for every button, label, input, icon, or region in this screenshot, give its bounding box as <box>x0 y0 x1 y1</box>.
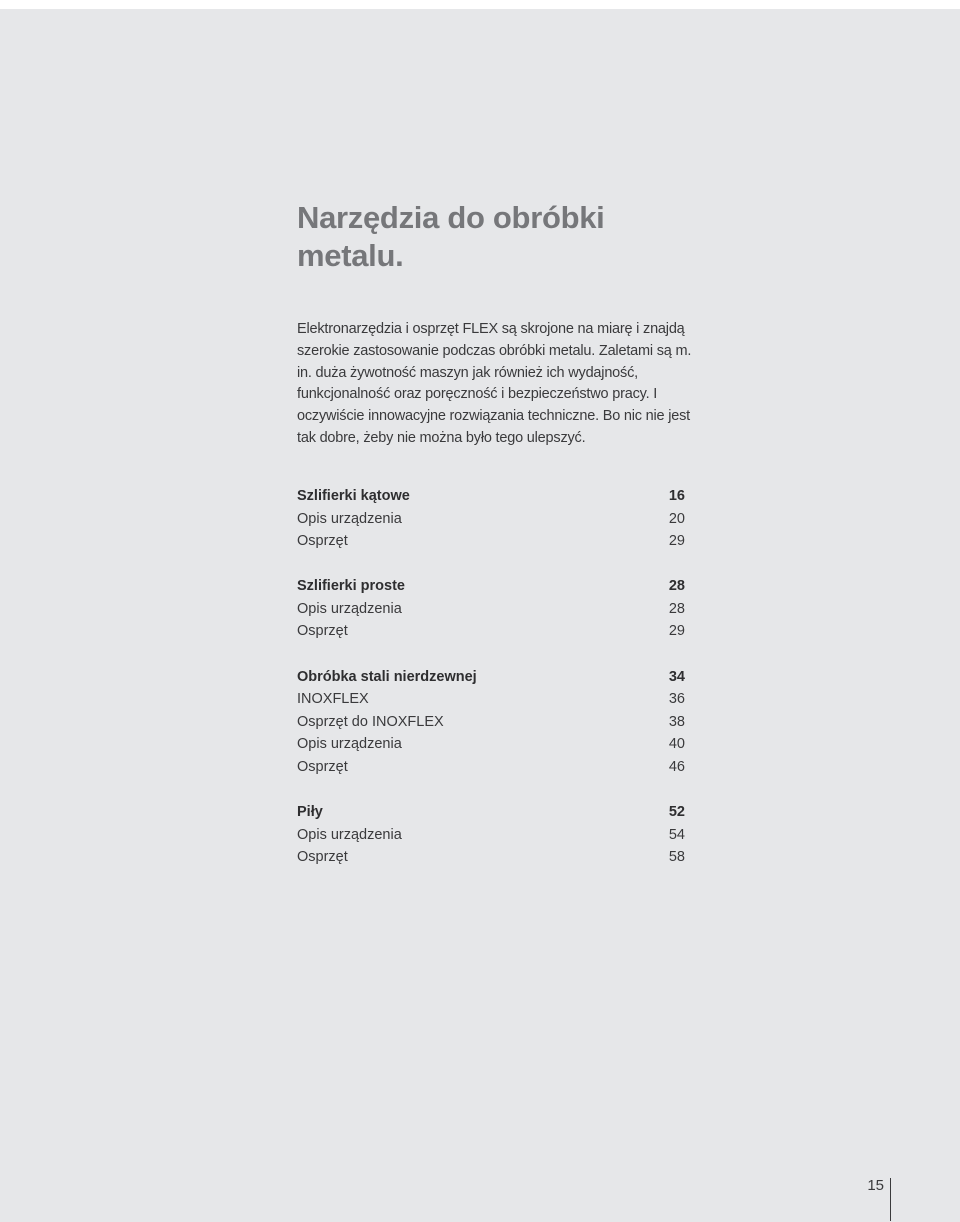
toc-item <box>297 508 685 531</box>
toc-item <box>297 530 685 553</box>
toc-item <box>297 620 685 643</box>
toc-item-label: Opis urządzenia <box>297 826 402 843</box>
toc-item-page: 46 <box>668 758 685 775</box>
toc-heading-page: 52 <box>668 804 685 821</box>
toc-item-page: 28 <box>668 600 685 617</box>
toc-item-label: Opis urządzenia <box>297 510 402 527</box>
toc-heading-row <box>297 485 685 508</box>
toc-item-page: 58 <box>668 849 685 866</box>
toc-item-label: Osprzęt <box>297 849 348 866</box>
page-title: Narzędzia do obróbki metalu. <box>297 200 605 273</box>
toc-section <box>297 485 685 553</box>
toc-item-page: 38 <box>668 713 685 730</box>
toc-heading-page: 16 <box>668 488 685 504</box>
toc-section <box>297 801 685 869</box>
toc-item-label: Osprzęt do INOXFLEX <box>297 713 444 730</box>
toc-item-label: Opis urządzenia <box>297 736 402 753</box>
toc-item <box>297 733 685 756</box>
page-number: 15 <box>867 1177 884 1194</box>
intro-paragraph: Elektronarzędzia i osprzęt FLEX są skrojone na miarę i znajdą szerokie zastosowanie podczas obróbki metalu. Zaletami są m. in. duża żywotność maszyn jak również ich wydajność, funkcjonalność oraz poręczność i bezpieczeństwo pracy. I oczywiście innowacyjne rozwiązania techniczne. Bo nic nie jest tak dobre, żeby nie można było tego ulepszyć. <box>297 321 692 446</box>
toc-item <box>297 598 685 621</box>
toc-item-label: Osprzęt <box>297 758 348 775</box>
toc-heading-row <box>297 666 685 689</box>
toc-item-label: INOXFLEX <box>297 691 369 708</box>
toc-heading-row <box>297 575 685 598</box>
toc-item <box>297 688 685 711</box>
toc-item-page: 54 <box>668 826 685 843</box>
toc-heading-page: 28 <box>668 578 685 595</box>
toc-item-label: Osprzęt <box>297 623 348 640</box>
toc-heading: Obróbka stali nierdzewnej <box>297 668 477 685</box>
document-page <box>0 9 960 1222</box>
page-number-rule <box>890 1178 891 1221</box>
toc-item <box>297 711 685 734</box>
toc-item <box>297 846 685 869</box>
table-of-contents <box>297 485 685 891</box>
toc-section <box>297 666 685 779</box>
toc-heading: Piły <box>297 804 323 821</box>
toc-item-page: 29 <box>668 623 685 640</box>
toc-item-label: Opis urządzenia <box>297 600 402 617</box>
toc-heading-row <box>297 801 685 824</box>
toc-item <box>297 824 685 847</box>
toc-item <box>297 756 685 779</box>
toc-item-page: 29 <box>668 533 685 550</box>
toc-heading: Szlifierki proste <box>297 578 405 595</box>
toc-item-page: 36 <box>668 691 685 708</box>
toc-heading: Szlifierki kątowe <box>297 488 410 504</box>
toc-item-page: 20 <box>668 510 685 527</box>
toc-item-label: Osprzęt <box>297 533 348 550</box>
toc-heading-page: 34 <box>668 668 685 685</box>
toc-item-page: 40 <box>668 736 685 753</box>
toc-section <box>297 575 685 643</box>
